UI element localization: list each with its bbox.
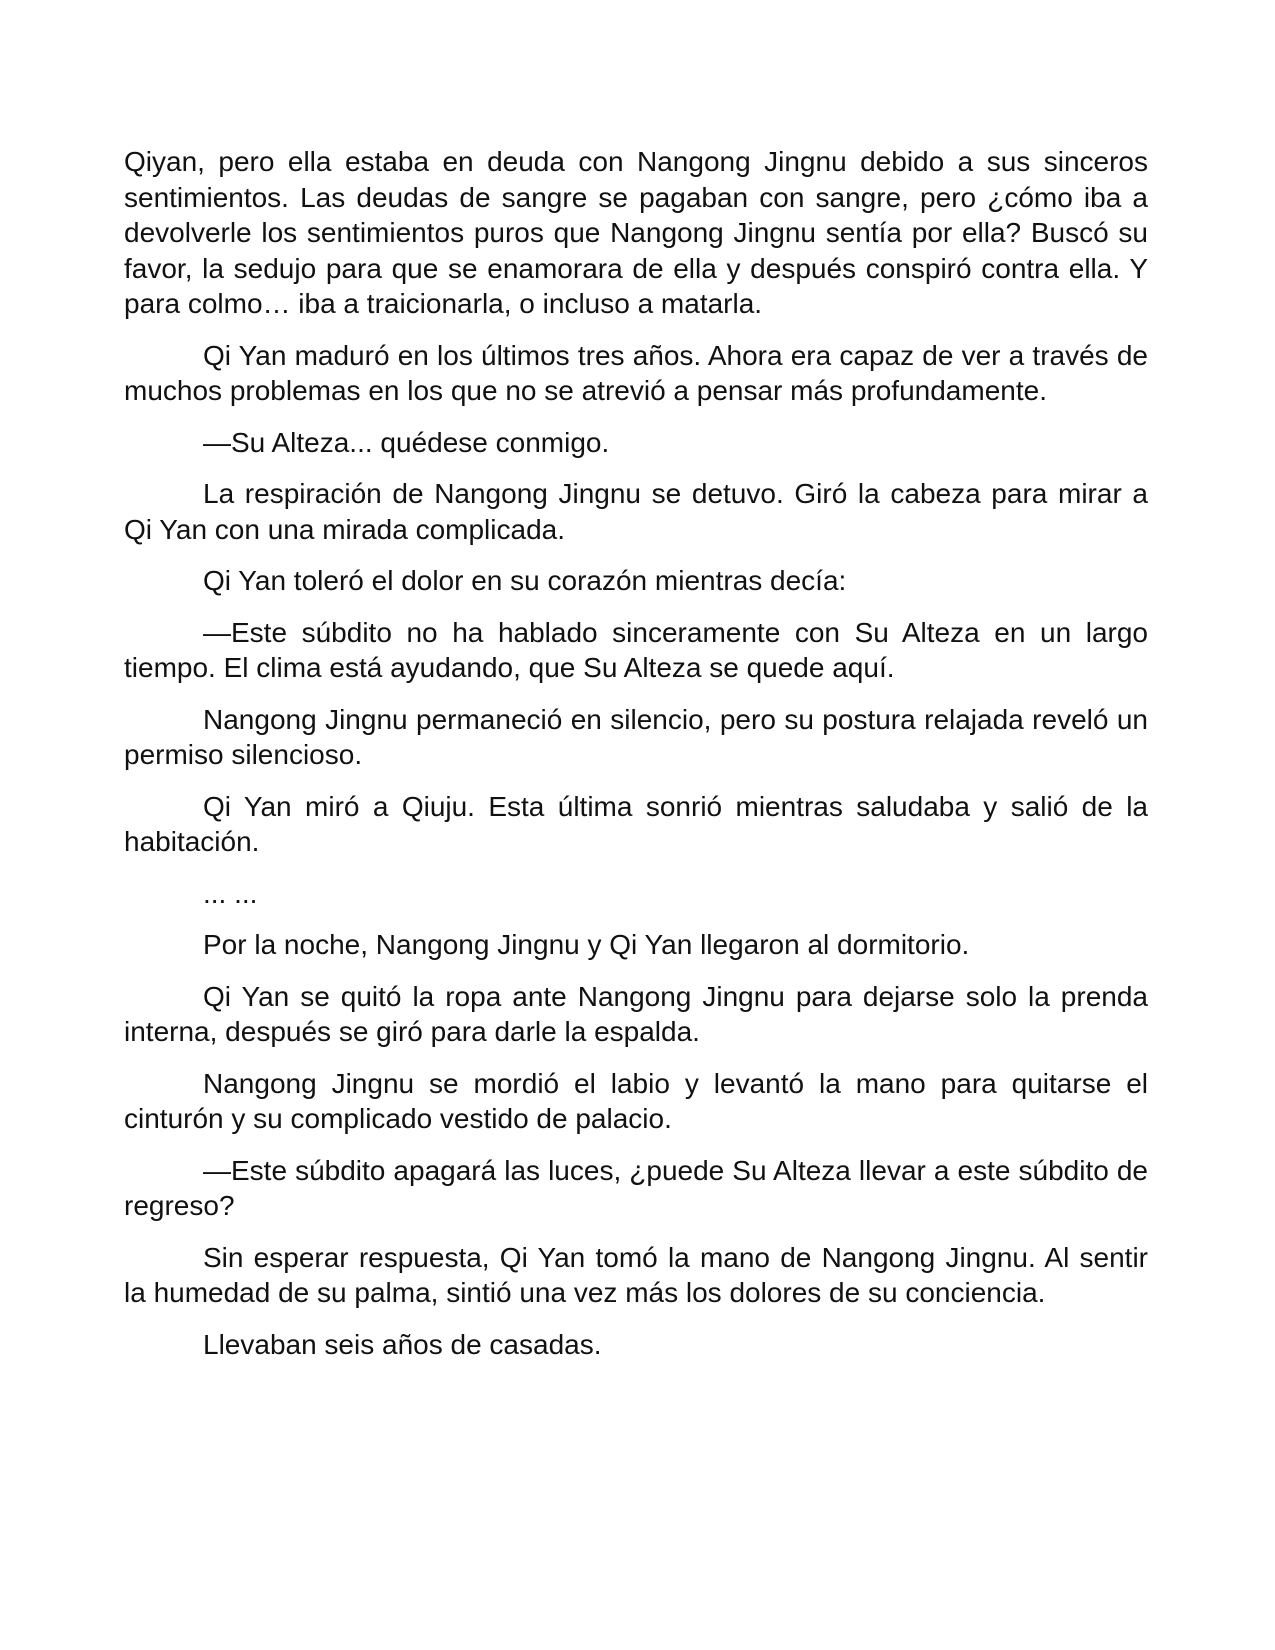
- paragraph: Nangong Jingnu permaneció en silencio, pero su postura relajada reveló un permiso silencioso.: [124, 703, 1148, 770]
- paragraph: Llevaban seis años de casadas.: [203, 1328, 602, 1360]
- paragraph: —Este súbdito apagará las luces, ¿puede Su Alteza llevar a este súbdito de regreso?: [124, 1154, 1148, 1221]
- paragraph: Qi Yan maduró en los últimos tres años. Ahora era capaz de ver a través de muchos problemas en los que no se atrevió a pensar más profundamente.: [124, 339, 1148, 406]
- document-page: [124, 144, 1148, 1378]
- paragraph: La respiración de Nangong Jingnu se detuvo. Giró la cabeza para mirar a Qi Yan con una mirada complicada.: [124, 478, 1148, 545]
- paragraph: Qiyan, pero ella estaba en deuda con Nangong Jingnu debido a sus sinceros sentimientos. Las deudas de sangre se pagaban con sangre, pero ¿cómo iba a devolverle los sentimientos puros que Nangong Jingnu sentía por ella? Buscó su favor, la sedujo para que se enamorara de ella y después conspiró contra ella. Y para colmo… iba a traicionarla, o incluso a matarla.: [124, 146, 1148, 319]
- paragraph: Por la noche, Nangong Jingnu y Qi Yan llegaron al dormitorio.: [203, 929, 970, 960]
- paragraph: —Este súbdito no ha hablado sinceramente con Su Alteza en un largo tiempo. El clima está ayudando, que Su Alteza se quede aquí.: [124, 616, 1148, 683]
- paragraph: Qi Yan se quitó la ropa ante Nangong Jingnu para dejarse solo la prenda interna, después se giró para darle la espalda.: [124, 980, 1148, 1047]
- paragraph: Qi Yan toleró el dolor en su corazón mientras decía:: [203, 565, 847, 596]
- scene-break: ... ...: [203, 877, 258, 909]
- paragraph: Sin esperar respuesta, Qi Yan tomó la mano de Nangong Jingnu. Al sentir la humedad de su palma, sintió una vez más los dolores de su conciencia.: [124, 1241, 1148, 1308]
- paragraph: Qi Yan miró a Qiuju. Esta última sonrió mientras saludaba y salió de la habitación.: [124, 790, 1148, 857]
- paragraph: Nangong Jingnu se mordió el labio y levantó la mano para quitarse el cinturón y su complicado vestido de palacio.: [124, 1067, 1148, 1134]
- paragraph: —Su Alteza... quédese conmigo.: [203, 426, 610, 458]
